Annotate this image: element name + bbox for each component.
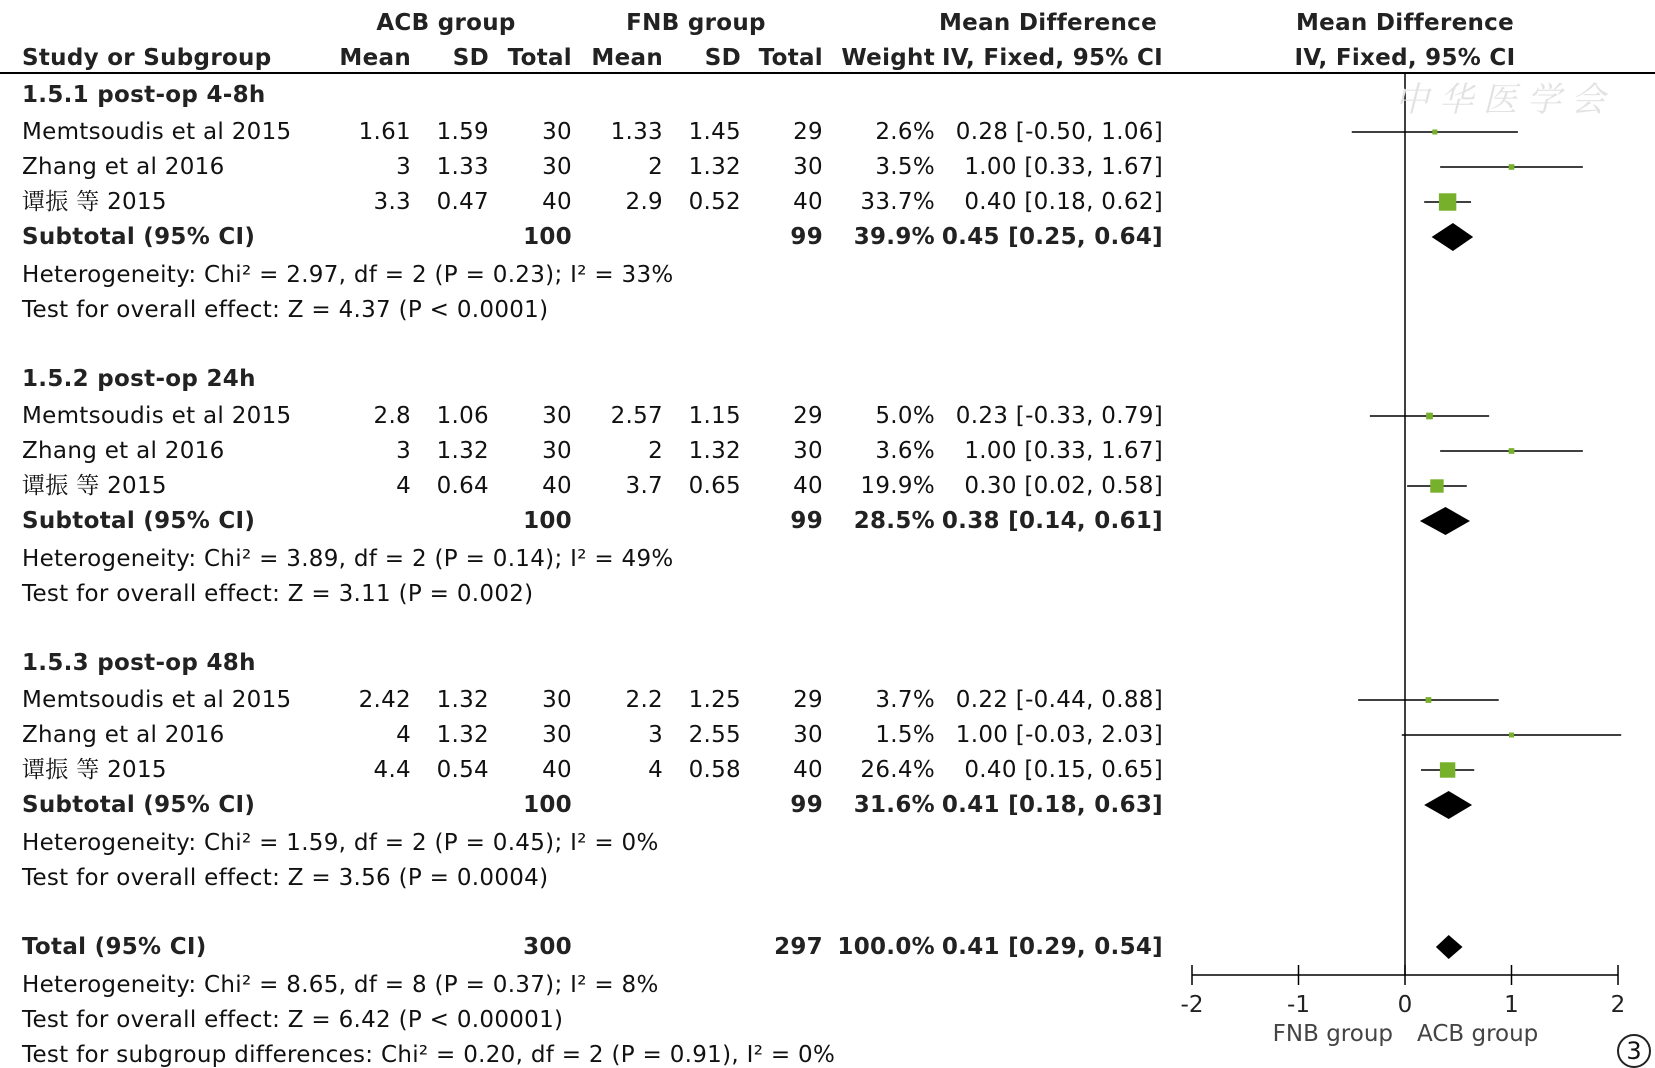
study-weight: 5.0% <box>875 403 935 429</box>
subtotal-ci: 0.41 [0.18, 0.63] <box>941 792 1163 818</box>
subtotal-exp-total: 100 <box>523 508 572 534</box>
study-marker <box>1430 479 1443 492</box>
study-name: Zhang et al 2016 <box>22 438 225 464</box>
md-plot-header: Mean Difference <box>1295 10 1515 36</box>
study-name: Memtsoudis et al 2015 <box>22 119 292 145</box>
ctl-mean: 4 <box>648 757 663 783</box>
exp-total: 40 <box>542 473 572 499</box>
ctl-sd: 1.32 <box>688 438 741 464</box>
exp-sd: 1.33 <box>436 154 489 180</box>
heterogeneity-text: Heterogeneity: Chi² = 3.89, df = 2 (P = 0.14); I² = 49% <box>22 546 674 572</box>
subtotal-ctl-total: 99 <box>790 792 823 818</box>
exp-mean: 2.42 <box>358 687 411 713</box>
study-name: Memtsoudis et al 2015 <box>22 403 292 429</box>
exp-total: 30 <box>542 722 572 748</box>
study-marker <box>1509 448 1515 454</box>
study-ci: 1.00 [-0.03, 2.03] <box>955 722 1163 748</box>
md-table-header: Mean Difference <box>938 10 1158 36</box>
exp-mean: 4.4 <box>373 757 411 783</box>
subtotal-label: Subtotal (95% CI) <box>22 508 256 534</box>
ctl-group-header: FNB group <box>626 10 766 36</box>
exp-total: 30 <box>542 119 572 145</box>
exp-mean: 3 <box>396 154 411 180</box>
subgroup-title: 1.5.1 post-op 4-8h <box>22 82 266 108</box>
watermark: 中华医学会 <box>1395 80 1615 120</box>
md-plot-method-header: IV, Fixed, 95% CI <box>1294 45 1516 71</box>
weight-header: Weight <box>841 45 935 71</box>
ctl-mean: 2 <box>648 154 663 180</box>
exp-sd: 1.32 <box>436 722 489 748</box>
study-weight: 1.5% <box>875 722 935 748</box>
total-ci: 0.41 [0.29, 0.54] <box>941 934 1163 960</box>
study-marker <box>1439 193 1456 210</box>
study-weight: 3.5% <box>875 154 935 180</box>
subtotal-weight: 31.6% <box>853 792 935 818</box>
subtotal-weight: 28.5% <box>853 508 935 534</box>
exp-total-header: Total <box>507 45 572 71</box>
ctl-sd: 0.65 <box>688 473 741 499</box>
subtotal-ctl-total: 99 <box>790 224 823 250</box>
subtotal-exp-total: 100 <box>523 792 572 818</box>
ctl-sd: 0.58 <box>688 757 741 783</box>
subgroup-diff-text: Test for subgroup differences: Chi² = 0.20, df = 2 (P = 0.91), I² = 0% <box>22 1042 836 1068</box>
total-overall-effect-text: Test for overall effect: Z = 6.42 (P < 0.00001) <box>22 1007 564 1033</box>
study-weight: 26.4% <box>860 757 935 783</box>
study-ci: 1.00 [0.33, 1.67] <box>964 438 1163 464</box>
x-tick-label: 0 <box>1397 992 1413 1018</box>
exp-total: 30 <box>542 438 572 464</box>
ctl-total: 40 <box>793 189 823 215</box>
axis-right-label: ACB group <box>1417 1021 1539 1047</box>
exp-mean: 4 <box>396 722 411 748</box>
overall-effect-text: Test for overall effect: Z = 4.37 (P < 0.0001) <box>22 297 549 323</box>
subtotal-ci: 0.45 [0.25, 0.64] <box>941 224 1163 250</box>
ctl-total: 29 <box>793 119 823 145</box>
ctl-total: 30 <box>793 438 823 464</box>
ctl-mean: 3 <box>648 722 663 748</box>
study-ci: 0.40 [0.15, 0.65] <box>964 757 1163 783</box>
subtotal-exp-total: 100 <box>523 224 572 250</box>
ctl-mean: 2 <box>648 438 663 464</box>
study-weight: 2.6% <box>875 119 935 145</box>
ctl-mean: 3.7 <box>625 473 663 499</box>
exp-total: 30 <box>542 154 572 180</box>
study-ci: 0.23 [-0.33, 0.79] <box>955 403 1163 429</box>
ctl-mean: 2.9 <box>625 189 663 215</box>
study-weight: 19.9% <box>860 473 935 499</box>
axis-left-label: FNB group <box>1272 1021 1393 1047</box>
exp-sd: 0.47 <box>436 189 489 215</box>
ctl-sd: 0.52 <box>688 189 741 215</box>
exp-total: 30 <box>542 403 572 429</box>
ctl-sd: 1.32 <box>688 154 741 180</box>
study-ci: 0.30 [0.02, 0.58] <box>964 473 1163 499</box>
subtotal-label: Subtotal (95% CI) <box>22 792 256 818</box>
exp-sd: 0.54 <box>436 757 489 783</box>
heterogeneity-text: Heterogeneity: Chi² = 1.59, df = 2 (P = 0.45); I² = 0% <box>22 830 659 856</box>
study-weight: 33.7% <box>860 189 935 215</box>
exp-total: 40 <box>542 189 572 215</box>
study-ci: 0.22 [-0.44, 0.88] <box>955 687 1163 713</box>
md-method-header: IV, Fixed, 95% CI <box>942 45 1163 71</box>
summary-diamond <box>1436 935 1463 959</box>
ctl-sd: 1.15 <box>688 403 741 429</box>
exp-total: 40 <box>542 757 572 783</box>
summary-diamond <box>1420 507 1470 535</box>
subgroup-title: 1.5.3 post-op 48h <box>22 650 256 676</box>
exp-sd: 1.06 <box>436 403 489 429</box>
subtotal-label: Subtotal (95% CI) <box>22 224 256 250</box>
summary-diamond <box>1424 791 1472 819</box>
study-ci: 0.40 [0.18, 0.62] <box>964 189 1163 215</box>
ctl-mean: 2.2 <box>625 687 663 713</box>
ctl-total: 29 <box>793 687 823 713</box>
exp-group-header: ACB group <box>376 10 516 36</box>
x-tick-label: -1 <box>1287 992 1310 1018</box>
exp-mean-header: Mean <box>339 45 411 71</box>
ctl-total: 40 <box>793 757 823 783</box>
x-tick-label: 2 <box>1610 992 1626 1018</box>
study-col-header: Study or Subgroup <box>22 45 272 71</box>
summary-diamond <box>1432 223 1474 251</box>
ctl-sd: 2.55 <box>688 722 741 748</box>
ctl-mean-header: Mean <box>591 45 663 71</box>
study-name: Zhang et al 2016 <box>22 722 225 748</box>
total-label: Total (95% CI) <box>22 934 207 960</box>
ctl-total: 30 <box>793 722 823 748</box>
total-heterogeneity-text: Heterogeneity: Chi² = 8.65, df = 8 (P = 0.37); I² = 8% <box>22 972 659 998</box>
overall-effect-text: Test for overall effect: Z = 3.56 (P = 0.0004) <box>22 865 549 891</box>
ctl-mean: 1.33 <box>610 119 663 145</box>
ctl-total: 29 <box>793 403 823 429</box>
study-marker <box>1440 762 1455 777</box>
exp-mean: 4 <box>396 473 411 499</box>
exp-sd: 1.59 <box>436 119 489 145</box>
subtotal-ci: 0.38 [0.14, 0.61] <box>941 508 1163 534</box>
exp-sd: 1.32 <box>436 687 489 713</box>
study-marker <box>1509 164 1515 170</box>
ctl-total-header: Total <box>758 45 823 71</box>
study-marker <box>1426 697 1432 703</box>
exp-mean: 3.3 <box>373 189 411 215</box>
total-exp-total: 300 <box>523 934 572 960</box>
study-marker <box>1426 413 1433 420</box>
study-name: Zhang et al 2016 <box>22 154 225 180</box>
x-tick-label: -2 <box>1180 992 1204 1018</box>
ctl-sd-header: SD <box>704 45 741 71</box>
x-tick-label: 1 <box>1504 992 1519 1018</box>
exp-mean: 2.8 <box>373 403 411 429</box>
overall-effect-text: Test for overall effect: Z = 3.11 (P = 0.002) <box>22 581 534 607</box>
figure-number: 3 <box>1617 1034 1651 1068</box>
heterogeneity-text: Heterogeneity: Chi² = 2.97, df = 2 (P = 0.23); I² = 33% <box>22 262 674 288</box>
total-weight: 100.0% <box>837 934 935 960</box>
study-name: Memtsoudis et al 2015 <box>22 687 292 713</box>
subgroup-title: 1.5.2 post-op 24h <box>22 366 256 392</box>
exp-sd-header: SD <box>452 45 489 71</box>
exp-sd: 1.32 <box>436 438 489 464</box>
ctl-mean: 2.57 <box>610 403 663 429</box>
study-weight: 3.6% <box>875 438 935 464</box>
exp-total: 30 <box>542 687 572 713</box>
study-name: 谭振 等 2015 <box>22 473 167 499</box>
study-name: 谭振 等 2015 <box>22 757 167 783</box>
exp-mean: 1.61 <box>358 119 411 145</box>
subtotal-weight: 39.9% <box>853 224 935 250</box>
ctl-sd: 1.45 <box>688 119 741 145</box>
study-marker <box>1509 733 1514 738</box>
exp-sd: 0.64 <box>436 473 489 499</box>
exp-mean: 3 <box>396 438 411 464</box>
study-weight: 3.7% <box>875 687 935 713</box>
study-name: 谭振 等 2015 <box>22 189 167 215</box>
total-ctl-total: 297 <box>774 934 823 960</box>
study-ci: 0.28 [-0.50, 1.06] <box>955 119 1163 145</box>
study-ci: 1.00 [0.33, 1.67] <box>964 154 1163 180</box>
study-marker <box>1432 130 1437 135</box>
subtotal-ctl-total: 99 <box>790 508 823 534</box>
ctl-total: 30 <box>793 154 823 180</box>
ctl-sd: 1.25 <box>688 687 741 713</box>
ctl-total: 40 <box>793 473 823 499</box>
